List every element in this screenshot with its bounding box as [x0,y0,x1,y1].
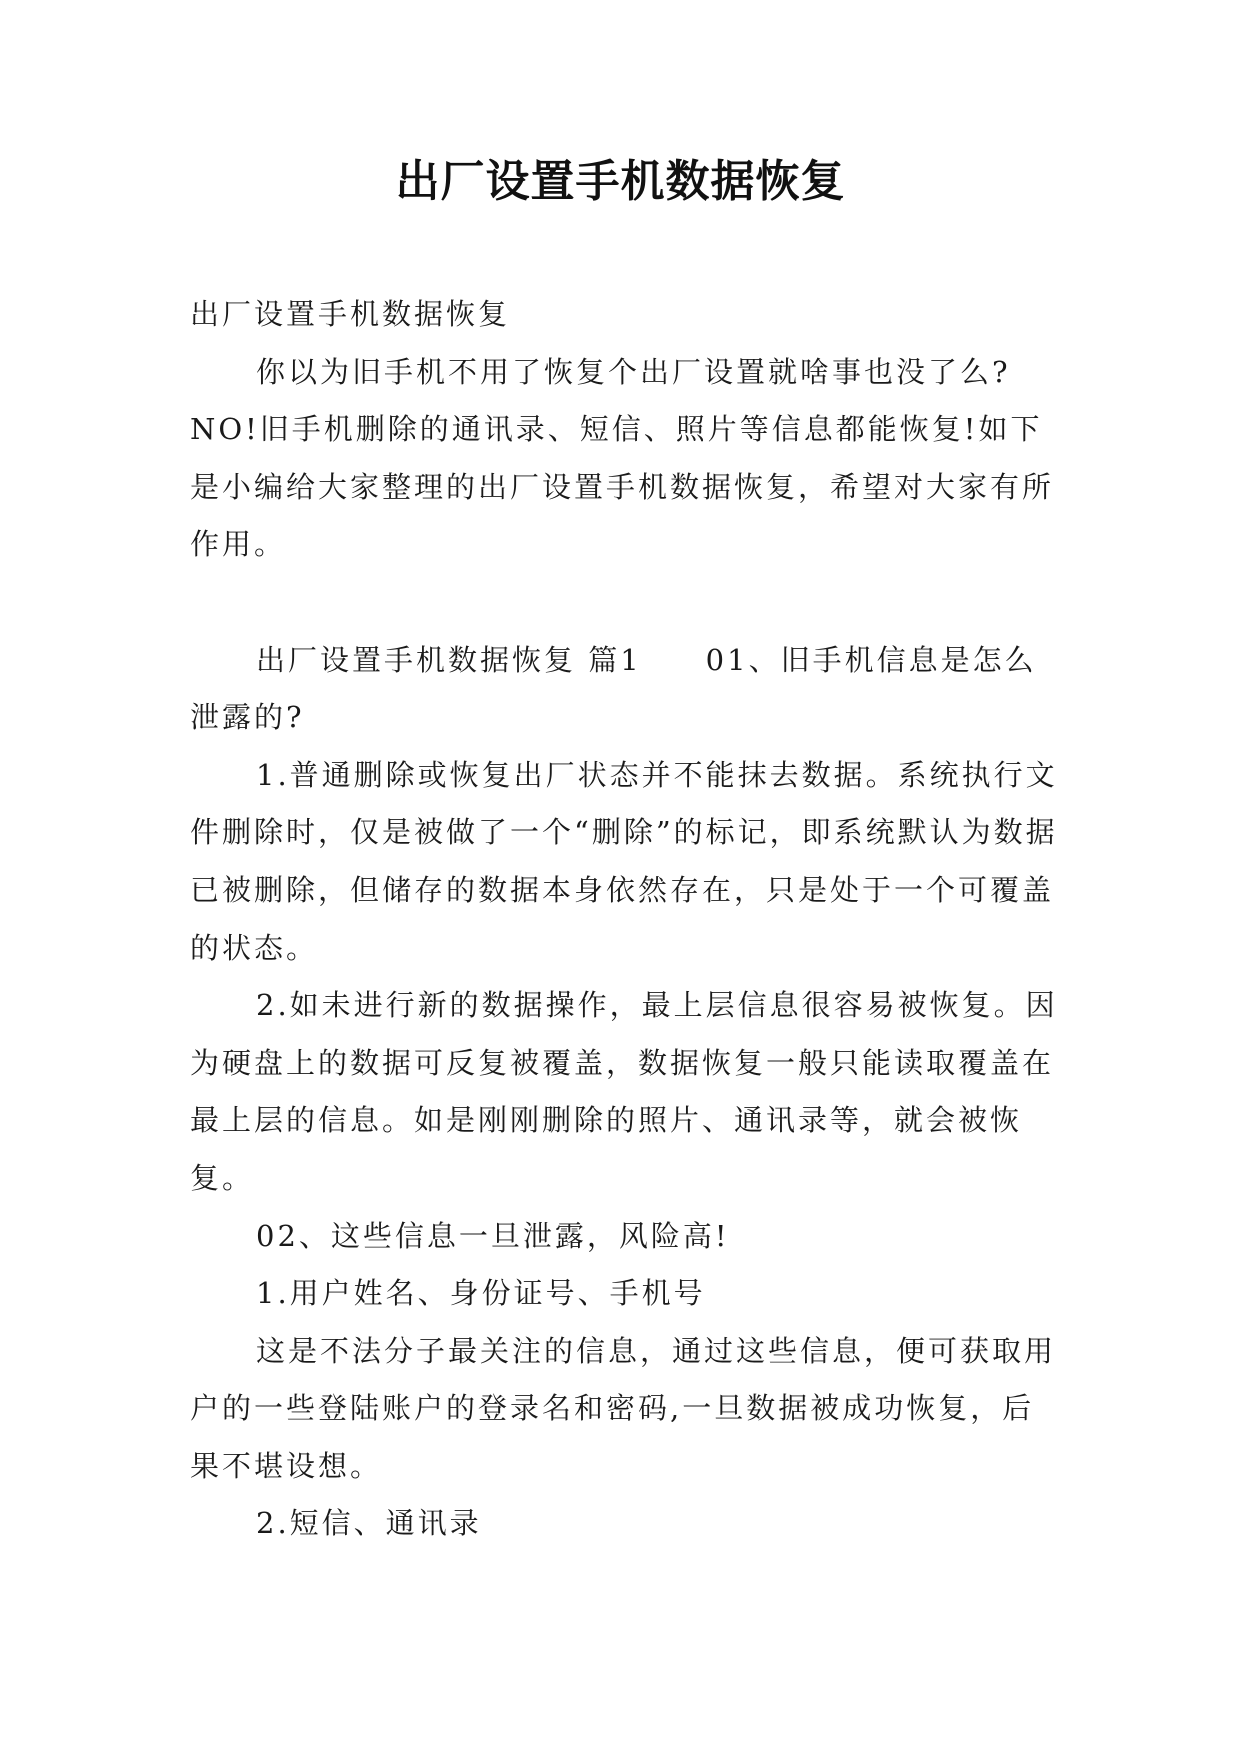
body-paragraph-intro: 你以为旧手机不用了恢复个出厂设置就啥事也没了么?NO!旧手机删除的通讯录、短信、照片等信息都能恢复!如下是小编给大家整理的出厂设置手机数据恢复，希望对大家有所作用。 [190,354,1055,562]
body-paragraph-point-2: 2.如未进行新的数据操作，最上层信息很容易被恢复。因为硬盘上的数据可反复被覆盖，数据恢复一般只能读取覆盖在最上层的信息。如是刚刚删除的照片、通讯录等，就会被恢复。 [190,988,1058,1195]
body-paragraph-section-1: 出厂设置手机数据恢复 篇1 01、旧手机信息是怎么泄露的? [190,642,1037,735]
body-paragraph-item-1: 1.用户姓名、身份证号、手机号 [256,1276,706,1311]
document-body [190,286,1060,1553]
body-paragraph-item-1-text: 这是不法分子最关注的信息，通过这些信息，便可获取用户的一些登陆账户的登录名和密码,一旦数据被成功恢复，后果不堪设想。 [190,1333,1057,1483]
body-heading: 出厂设置手机数据恢复 [190,297,511,331]
body-paragraph-item-2: 2.短信、通讯录 [256,1506,482,1541]
document-title: 出厂设置手机数据恢复 [395,156,846,207]
body-paragraph-point-1: 1.普通删除或恢复出厂状态并不能抹去数据。系统执行文件删除时，仅是被做了一个“删除”的标记，即系统默认为数据已被删除，但储存的数据本身依然存在，只是处于一个可覆盖的状态。 [190,757,1058,965]
body-paragraph-section-2: 02、这些信息一旦泄露，风险高! [256,1218,730,1253]
